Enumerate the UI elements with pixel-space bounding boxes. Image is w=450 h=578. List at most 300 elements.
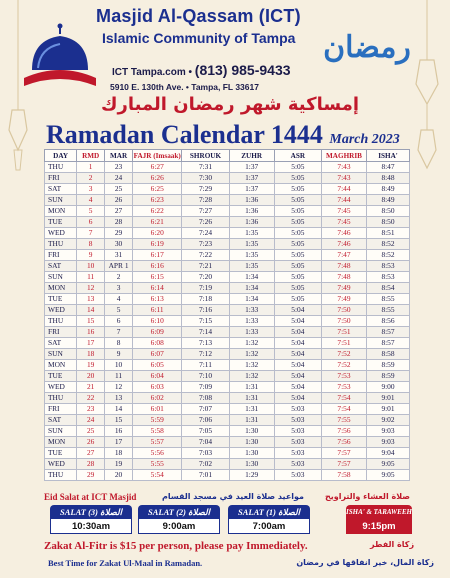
lantern-icon	[412, 0, 442, 180]
table-row	[45, 426, 410, 437]
cell-shrouk: 7:01	[182, 470, 229, 481]
cell-fajr: 6:01	[133, 404, 182, 415]
cell-zuhr: 1:35	[229, 239, 274, 250]
cell-shrouk: 7:13	[182, 338, 229, 349]
table-row	[45, 327, 410, 338]
cell-zuhr: 1:34	[229, 272, 274, 283]
cell-rmd: 2	[77, 173, 105, 184]
cell-maghrib: 7:45	[321, 217, 366, 228]
salat-1-box	[228, 505, 310, 535]
cell-fajr: 5:54	[133, 470, 182, 481]
table-row	[45, 338, 410, 349]
cell-maghrib: 7:51	[321, 338, 366, 349]
table-row	[45, 404, 410, 415]
table-row	[45, 437, 410, 448]
table-row	[45, 162, 410, 173]
cell-asr: 5:04	[274, 338, 321, 349]
cell-day: FRI	[45, 327, 77, 338]
cell-mar: 16	[105, 426, 133, 437]
mosque-dome-logo	[24, 22, 96, 94]
cell-fajr: 6:08	[133, 338, 182, 349]
cell-zuhr: 1:35	[229, 250, 274, 261]
cell-maghrib: 7:53	[321, 371, 366, 382]
table-row	[45, 261, 410, 272]
cell-mar: 29	[105, 228, 133, 239]
cell-shrouk: 7:28	[182, 195, 229, 206]
cell-rmd: 12	[77, 283, 105, 294]
cell-day: WED	[45, 228, 77, 239]
cell-rmd: 1	[77, 162, 105, 173]
cell-rmd: 22	[77, 393, 105, 404]
cell-maghrib: 7:56	[321, 426, 366, 437]
cell-rmd: 6	[77, 217, 105, 228]
col-header-maghrib: MAGHRIB	[321, 150, 366, 162]
cell-mar: 20	[105, 470, 133, 481]
cell-isha: 9:05	[367, 459, 410, 470]
address-text: 5910 E. 130th Ave. • Tampa, FL 33617	[110, 82, 259, 92]
cell-zuhr: 1:36	[229, 195, 274, 206]
cell-asr: 5:05	[274, 206, 321, 217]
zakat-fitr-arabic: زكاة الفطر	[370, 540, 415, 549]
cell-rmd: 8	[77, 239, 105, 250]
cell-mar: 2	[105, 272, 133, 283]
cell-fajr: 5:59	[133, 415, 182, 426]
cell-zuhr: 1:33	[229, 327, 274, 338]
cell-maghrib: 7:58	[321, 470, 366, 481]
cell-isha: 9:05	[367, 470, 410, 481]
cell-maghrib: 7:44	[321, 195, 366, 206]
cell-maghrib: 7:52	[321, 349, 366, 360]
prayer-calendar-table	[44, 149, 410, 481]
cell-isha: 9:02	[367, 415, 410, 426]
cell-asr: 5:03	[274, 415, 321, 426]
month-text: March 2023	[329, 132, 400, 147]
cell-zuhr: 1:30	[229, 459, 274, 470]
salat-3-box	[50, 505, 132, 535]
cell-mar: 3	[105, 283, 133, 294]
cell-fajr: 6:20	[133, 228, 182, 239]
cell-day: MON	[45, 437, 77, 448]
cell-mar: 5	[105, 305, 133, 316]
cell-day: FRI	[45, 173, 77, 184]
cell-mar: 11	[105, 371, 133, 382]
cell-rmd: 27	[77, 448, 105, 459]
cell-rmd: 29	[77, 470, 105, 481]
cell-maghrib: 7:57	[321, 459, 366, 470]
col-header-zuhr: ZUHR	[229, 150, 274, 162]
cell-mar: 10	[105, 360, 133, 371]
cell-asr: 5:05	[274, 261, 321, 272]
cell-maghrib: 7:47	[321, 250, 366, 261]
cell-asr: 5:05	[274, 294, 321, 305]
cell-shrouk: 7:14	[182, 327, 229, 338]
cell-isha: 8:49	[367, 195, 410, 206]
cell-fajr: 6:25	[133, 184, 182, 195]
cell-asr: 5:04	[274, 382, 321, 393]
cell-zuhr: 1:37	[229, 162, 274, 173]
cell-zuhr: 1:35	[229, 261, 274, 272]
cell-shrouk: 7:04	[182, 437, 229, 448]
cell-isha: 8:57	[367, 327, 410, 338]
cell-asr: 5:04	[274, 393, 321, 404]
cell-day: MON	[45, 283, 77, 294]
table-row	[45, 239, 410, 250]
cell-fajr: 6:11	[133, 305, 182, 316]
cell-rmd: 28	[77, 459, 105, 470]
cell-maghrib: 7:53	[321, 382, 366, 393]
cell-day: SAT	[45, 338, 77, 349]
cell-asr: 5:04	[274, 360, 321, 371]
cell-shrouk: 7:02	[182, 459, 229, 470]
cell-day: FRI	[45, 404, 77, 415]
cell-maghrib: 7:51	[321, 327, 366, 338]
cell-day: TUE	[45, 448, 77, 459]
cell-mar: 6	[105, 316, 133, 327]
cell-zuhr: 1:32	[229, 349, 274, 360]
col-header-rmd: RMD	[77, 150, 105, 162]
cell-fajr: 6:23	[133, 195, 182, 206]
cell-fajr: 6:26	[133, 173, 182, 184]
cell-rmd: 3	[77, 184, 105, 195]
cell-asr: 5:05	[274, 162, 321, 173]
cell-rmd: 14	[77, 305, 105, 316]
cell-day: THU	[45, 470, 77, 481]
cell-day: SAT	[45, 261, 77, 272]
table-row	[45, 217, 410, 228]
cell-day: WED	[45, 382, 77, 393]
cell-asr: 5:05	[274, 239, 321, 250]
cell-shrouk: 7:16	[182, 305, 229, 316]
col-header-shrouk: SHROUK	[182, 150, 229, 162]
cell-rmd: 17	[77, 338, 105, 349]
cell-maghrib: 7:55	[321, 415, 366, 426]
table-body	[45, 162, 410, 481]
table-row	[45, 305, 410, 316]
cell-shrouk: 7:21	[182, 261, 229, 272]
cell-asr: 5:04	[274, 316, 321, 327]
cell-zuhr: 1:34	[229, 294, 274, 305]
cell-mar: 13	[105, 393, 133, 404]
cell-zuhr: 1:32	[229, 371, 274, 382]
table-row	[45, 349, 410, 360]
cell-shrouk: 7:22	[182, 250, 229, 261]
cell-fajr: 6:22	[133, 206, 182, 217]
cell-fajr: 6:10	[133, 316, 182, 327]
cell-mar: 24	[105, 173, 133, 184]
cell-rmd: 23	[77, 404, 105, 415]
salat-2-time: 9:00am	[138, 519, 220, 534]
table-row	[45, 294, 410, 305]
eid-label-arabic: مواعيد صلاة العيد في مسجد القسام	[162, 492, 304, 501]
cell-rmd: 25	[77, 426, 105, 437]
cell-maghrib: 7:57	[321, 448, 366, 459]
cell-fajr: 6:27	[133, 162, 182, 173]
cell-mar: 19	[105, 459, 133, 470]
cell-maghrib: 7:44	[321, 184, 366, 195]
cell-mar: APR 1	[105, 261, 133, 272]
cell-zuhr: 1:32	[229, 338, 274, 349]
cell-shrouk: 7:15	[182, 316, 229, 327]
cell-zuhr: 1:29	[229, 470, 274, 481]
cell-shrouk: 7:30	[182, 173, 229, 184]
cell-maghrib: 7:56	[321, 437, 366, 448]
cell-isha: 8:49	[367, 184, 410, 195]
cell-fajr: 6:03	[133, 382, 182, 393]
table-row	[45, 250, 410, 261]
cell-asr: 5:03	[274, 459, 321, 470]
cell-fajr: 6:15	[133, 272, 182, 283]
cell-day: THU	[45, 316, 77, 327]
cell-mar: 4	[105, 294, 133, 305]
taraweeh-box	[346, 505, 412, 535]
cell-asr: 5:04	[274, 371, 321, 382]
cell-maghrib: 7:49	[321, 283, 366, 294]
cell-day: SAT	[45, 415, 77, 426]
cell-maghrib: 7:43	[321, 162, 366, 173]
cell-rmd: 13	[77, 294, 105, 305]
cell-asr: 5:05	[274, 184, 321, 195]
cell-shrouk: 7:20	[182, 272, 229, 283]
table-row	[45, 382, 410, 393]
cell-isha: 9:03	[367, 426, 410, 437]
cell-mar: 12	[105, 382, 133, 393]
cell-isha: 8:55	[367, 305, 410, 316]
cell-asr: 5:04	[274, 327, 321, 338]
cell-shrouk: 7:11	[182, 360, 229, 371]
cell-maghrib: 7:52	[321, 360, 366, 371]
cell-maghrib: 7:54	[321, 404, 366, 415]
cell-shrouk: 7:09	[182, 382, 229, 393]
phone-text: (813) 985-9433	[194, 62, 291, 78]
cell-day: SUN	[45, 349, 77, 360]
cell-zuhr: 1:31	[229, 382, 274, 393]
cell-shrouk: 7:12	[182, 349, 229, 360]
salat-2-label: SALAT (2) الصلاة	[138, 505, 220, 519]
table-row	[45, 283, 410, 294]
table-header-row	[45, 150, 410, 162]
cell-asr: 5:05	[274, 283, 321, 294]
table-row	[45, 195, 410, 206]
cell-maghrib: 7:50	[321, 305, 366, 316]
cell-isha: 8:55	[367, 294, 410, 305]
cell-shrouk: 7:06	[182, 415, 229, 426]
cell-asr: 5:03	[274, 426, 321, 437]
cell-mar: 8	[105, 338, 133, 349]
table-row	[45, 316, 410, 327]
taraweeh-time: 9:15pm	[346, 519, 412, 534]
cell-zuhr: 1:37	[229, 173, 274, 184]
cell-maghrib: 7:50	[321, 316, 366, 327]
eid-label: Eid Salat at ICT Masjid	[44, 492, 137, 502]
org-name: Masjid Al-Qassam (ICT)	[96, 6, 301, 26]
cell-fajr: 6:13	[133, 294, 182, 305]
col-header-day: DAY	[45, 150, 77, 162]
cell-isha: 9:01	[367, 393, 410, 404]
cell-day: THU	[45, 393, 77, 404]
cell-day: FRI	[45, 250, 77, 261]
cell-isha: 8:58	[367, 349, 410, 360]
cell-shrouk: 7:08	[182, 393, 229, 404]
cell-isha: 8:47	[367, 162, 410, 173]
col-header-fajr: FAJR (Imsaak)	[133, 151, 181, 160]
cell-zuhr: 1:36	[229, 217, 274, 228]
cell-isha: 9:01	[367, 404, 410, 415]
cell-fajr: 6:04	[133, 371, 182, 382]
cell-rmd: 10	[77, 261, 105, 272]
cell-rmd: 24	[77, 415, 105, 426]
cell-day: TUE	[45, 217, 77, 228]
arabic-title: إمساكية شهر رمضان المبارك	[100, 94, 360, 115]
table-row	[45, 470, 410, 481]
cell-shrouk: 7:07	[182, 404, 229, 415]
cell-day: SUN	[45, 195, 77, 206]
cell-fajr: 5:58	[133, 426, 182, 437]
cell-asr: 5:03	[274, 470, 321, 481]
cell-asr: 5:05	[274, 272, 321, 283]
cell-asr: 5:05	[274, 173, 321, 184]
cell-fajr: 6:21	[133, 217, 182, 228]
cell-zuhr: 1:33	[229, 305, 274, 316]
table-row	[45, 206, 410, 217]
cell-rmd: 9	[77, 250, 105, 261]
cell-isha: 8:52	[367, 239, 410, 250]
org-subtitle: Islamic Community of Tampa	[102, 30, 296, 46]
cell-maghrib: 7:48	[321, 261, 366, 272]
cell-maghrib: 7:45	[321, 206, 366, 217]
title-text: Ramadan Calendar 1444	[46, 120, 323, 149]
cell-isha: 8:59	[367, 360, 410, 371]
col-header-isha: ISHA'	[367, 150, 410, 162]
cell-isha: 8:53	[367, 261, 410, 272]
cell-fajr: 6:19	[133, 239, 182, 250]
cell-isha: 8:50	[367, 217, 410, 228]
cell-maghrib: 7:46	[321, 239, 366, 250]
cell-asr: 5:04	[274, 349, 321, 360]
cell-asr: 5:05	[274, 195, 321, 206]
cell-isha: 8:51	[367, 228, 410, 239]
cell-day: SUN	[45, 272, 77, 283]
cell-zuhr: 1:30	[229, 448, 274, 459]
cell-zuhr: 1:31	[229, 415, 274, 426]
cell-shrouk: 7:18	[182, 294, 229, 305]
cell-day: SUN	[45, 426, 77, 437]
cell-mar: 28	[105, 217, 133, 228]
table-row	[45, 415, 410, 426]
cell-zuhr: 1:30	[229, 437, 274, 448]
salat-1-time: 7:00am	[228, 519, 310, 534]
table-row	[45, 184, 410, 195]
cell-asr: 5:05	[274, 228, 321, 239]
cell-fajr: 6:17	[133, 250, 182, 261]
cell-fajr: 6:16	[133, 261, 182, 272]
cell-rmd: 5	[77, 206, 105, 217]
cell-shrouk: 7:05	[182, 426, 229, 437]
cell-fajr: 5:55	[133, 459, 182, 470]
table-row	[45, 360, 410, 371]
cell-asr: 5:04	[274, 305, 321, 316]
salat-3-time: 10:30am	[50, 519, 132, 534]
cell-rmd: 26	[77, 437, 105, 448]
cell-mar: 17	[105, 437, 133, 448]
cell-mar: 25	[105, 184, 133, 195]
cell-day: TUE	[45, 294, 77, 305]
cell-fajr: 5:57	[133, 437, 182, 448]
zakat-maal-arabic: زكاة المال، خير انفاقها في رمضان	[296, 558, 434, 567]
cell-mar: 26	[105, 195, 133, 206]
cell-day: THU	[45, 239, 77, 250]
cell-shrouk: 7:03	[182, 448, 229, 459]
cell-isha: 8:54	[367, 283, 410, 294]
cell-shrouk: 7:24	[182, 228, 229, 239]
cell-day: SAT	[45, 184, 77, 195]
col-header-asr: ASR	[274, 150, 321, 162]
table-row	[45, 371, 410, 382]
cell-day: WED	[45, 305, 77, 316]
cell-rmd: 4	[77, 195, 105, 206]
cell-shrouk: 7:10	[182, 371, 229, 382]
taraweeh-label-arabic: صلاة العشاء والتراويح	[324, 492, 410, 501]
ramadan-calligraphy: رمضان	[323, 30, 411, 65]
cell-maghrib: 7:43	[321, 173, 366, 184]
zakat-fitr-note: Zakat Al-Fitr is $15 per person, please pay Immediately.	[44, 540, 308, 552]
cell-shrouk: 7:19	[182, 283, 229, 294]
cell-isha: 9:03	[367, 437, 410, 448]
website-text: ICT Tampa.com	[112, 67, 186, 78]
cell-rmd: 19	[77, 360, 105, 371]
cell-shrouk: 7:31	[182, 162, 229, 173]
cell-fajr: 6:14	[133, 283, 182, 294]
cell-maghrib: 7:46	[321, 228, 366, 239]
cell-mar: 7	[105, 327, 133, 338]
table-row	[45, 459, 410, 470]
cell-asr: 5:05	[274, 217, 321, 228]
cell-maghrib: 7:49	[321, 294, 366, 305]
cell-shrouk: 7:27	[182, 206, 229, 217]
page-title	[46, 120, 406, 150]
cell-rmd: 7	[77, 228, 105, 239]
cell-isha: 8:52	[367, 250, 410, 261]
cell-zuhr: 1:33	[229, 316, 274, 327]
cell-fajr: 6:07	[133, 349, 182, 360]
cell-mar: 27	[105, 206, 133, 217]
cell-zuhr: 1:37	[229, 184, 274, 195]
cell-maghrib: 7:54	[321, 393, 366, 404]
cell-isha: 9:04	[367, 448, 410, 459]
cell-mar: 15	[105, 415, 133, 426]
cell-mar: 30	[105, 239, 133, 250]
cell-asr: 5:03	[274, 437, 321, 448]
cell-isha: 8:57	[367, 338, 410, 349]
cell-fajr: 6:02	[133, 393, 182, 404]
salat-2-box	[138, 505, 220, 535]
table-row	[45, 393, 410, 404]
cell-maghrib: 7:48	[321, 272, 366, 283]
table-row	[45, 272, 410, 283]
taraweeh-label: ISHA' & TARAWEEH	[346, 505, 412, 519]
cell-isha: 8:53	[367, 272, 410, 283]
cell-mar: 9	[105, 349, 133, 360]
cell-shrouk: 7:29	[182, 184, 229, 195]
salat-1-label: SALAT (1) الصلاة	[228, 505, 310, 519]
cell-zuhr: 1:35	[229, 228, 274, 239]
cell-mar: 23	[105, 162, 133, 173]
cell-day: THU	[45, 162, 77, 173]
contact-line: ICT Tampa.com • (813) 985-9433	[112, 62, 291, 78]
cell-fajr: 5:56	[133, 448, 182, 459]
cell-zuhr: 1:36	[229, 206, 274, 217]
table-row	[45, 228, 410, 239]
cell-rmd: 18	[77, 349, 105, 360]
